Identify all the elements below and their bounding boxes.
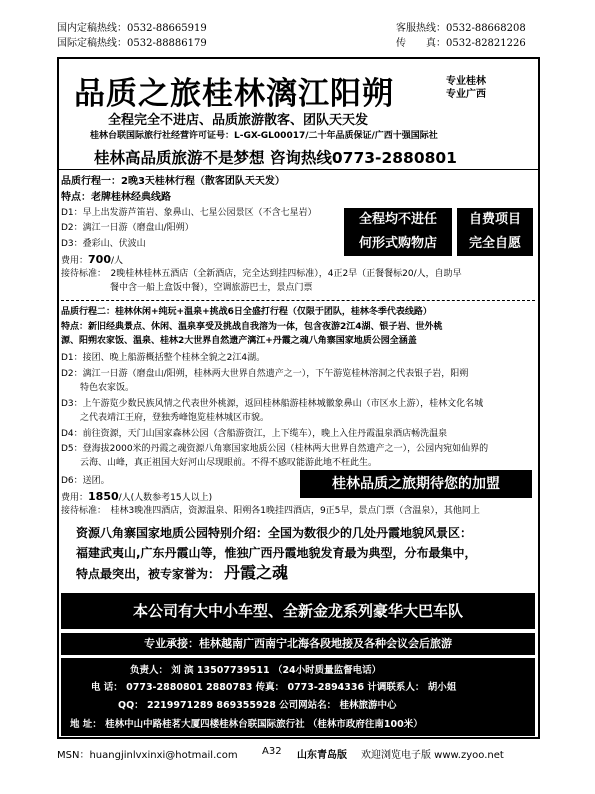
consult-hotline: 桂林高品质旅游不是梦想 咨询热线0773-2880801 [94, 149, 457, 167]
no-shopping-badge [344, 208, 452, 256]
contact-qq: QQ： 2219971289 869355928 公司网站名： 桂林旅游中心 [118, 700, 397, 711]
intro-line-2: 福建武夷山,广东丹霞山等，惟独广西丹霞地貌发育最为典型，分布最集中， [76, 546, 477, 560]
trip2-price-row [61, 490, 212, 505]
trip2-day3b: 之代表靖江王府，登独秀峰饱览桂林城区市貌。 [80, 413, 270, 423]
trip1-standard-1: 接待标准： 2晚桂林桂林五酒店（全新酒店，完全达到挂四标准），4正2早（正餐餐标20/人，自助早 [61, 269, 462, 279]
trip1-price-row [61, 253, 123, 268]
trip2-day1: D1：接团、晚上船游概括整个桂林全貌之2江4湖。 [61, 353, 266, 363]
intro-highlight: 丹霞之魂 [224, 563, 289, 582]
fleet-banner: 本公司有大中小车型、全新金龙系列豪华大巴车队 [61, 593, 535, 629]
footer-msn: MSN：huangjinlvxinxi@hotmail.com [57, 750, 238, 761]
title-side-2: 专业广西 [446, 89, 486, 100]
no-shopping-line2: 何形式购物店 [358, 236, 437, 251]
domestic-hotline: 国内定稿热线：0532-88665919 [57, 23, 207, 34]
footer-page-number: A32 [262, 746, 282, 757]
trip1-heading: 品质行程一：2晚3天桂林行程（散客团队天天发） [61, 176, 285, 187]
trip2-price-unit: /人(人数参考15人以上) [118, 493, 213, 503]
license-line: 桂林台联国际旅行社经营许可证号：L-GX-GL00017/二十年品质保证/广西十强国际社 [90, 131, 438, 141]
footer-welcome: 欢迎浏览电子版 www.zyoo.net [361, 750, 504, 761]
header-divider [57, 169, 540, 170]
trip2-day4: D4：前往资源，天门山国家森林公园（含船游资江，上下缆车），晚上入住丹霞温泉酒店畅洗温泉 [61, 429, 448, 439]
trip2-day6: D6：送团。 [61, 476, 110, 486]
trip1-price-label: 费用： [61, 256, 89, 266]
trip1-day2: D2：漓江一日游（磨盘山/阳朔） [61, 223, 194, 233]
trip2-feature-1: 特点：新旧经典景点、休闲、温泉享受及挑战自我溶为一体，包含夜游2江4湖、银子岩、世外桃 [61, 322, 443, 332]
intro-line-3 [76, 565, 288, 582]
contact-phone: 电 话： 0773-2880801 2880783 传真： 0773-2894336 计调联系人： 胡小姐 [91, 682, 457, 693]
promo-box: 桂林品质之旅期待您的加盟 [300, 470, 532, 498]
trip2-heading: 品质行程二：桂林休闲+纯玩+温泉+挑战6日全盛打行程（仅限于团队，桂林冬季代表线路） [61, 307, 432, 317]
optional-items-badge [457, 208, 533, 256]
title-side-1: 专业桂林 [446, 76, 486, 87]
trip1-feature: 特点：老牌桂林经典线路 [61, 192, 171, 203]
optional-items-line1: 自费项目 [468, 212, 521, 227]
international-hotline: 国际定稿热线：0532-88886179 [57, 38, 207, 49]
trip2-feature-2: 源、阳朔农家饭、温泉、桂林2大世界自然遗产漓江+丹霞之魂八角寨国家地质公园全涵盖 [61, 336, 417, 346]
no-shopping-line1: 全程均不进任 [358, 212, 437, 227]
intro-line-3-text: 特点最突出，被专家誉为： [76, 567, 221, 581]
footer-brand: 山东青岛版 [297, 750, 347, 761]
service-banner: 专业承接：桂林越南广西南宁北海各段地接及各种会议会后旅游 [61, 633, 535, 655]
optional-items-line2: 完全自愿 [468, 236, 521, 251]
contact-address: 地 址： 桂林中山中路桂茗大厦四楼桂林台联国际旅行社 （桂林市政府往南100米） [70, 719, 423, 730]
trip2-standard: 接待标准： 桂林3晚准四酒店，资源温泉、阳朔各1晚挂四酒店，9正5早，景点门票（含温泉），其他同上 [61, 506, 480, 516]
trip2-price: 1850 [88, 490, 119, 503]
trip2-price-label: 费用： [61, 493, 89, 503]
trip1-standard-2: 餐中含一船上盒饭中餐），空调旅游巴士，景点门票 [110, 283, 313, 293]
intro-line-1: 资源八角寨国家地质公园特别介绍：全国为数很少的几处丹霞地貌风景区： [76, 526, 473, 540]
trip2-day2a: D2：漓江一日游（磨盘山/阳朔，桂林两大世界自然遗产之一），下午游览桂林溶洞之代表银子岩，阳朔 [61, 369, 469, 379]
trip1-day3: D3：叠彩山、伏波山 [61, 239, 146, 249]
fax-number: 传 真：0532-82821226 [396, 38, 526, 49]
trip1-price: 700 [88, 253, 111, 266]
trip1-price-unit: /人 [110, 256, 124, 266]
trip2-day5b: 云海、山峰，真正祖国大好河山尽现眼前。不得不感叹能游此地不枉此生。 [80, 458, 378, 468]
trip-divider [61, 300, 535, 301]
slogan: 全程完全不进店、品质旅游散客、团队天天发 [108, 113, 369, 128]
service-hotline: 客服热线：0532-88668208 [396, 23, 526, 34]
ad-title: 品质之旅桂林漓江阳朔 [74, 76, 394, 112]
trip2-day3a: D3：上午游览少数民族风情之代表世外桃源，返回桂林船游桂林城徽象鼻山（市区水上游），桂林文化名城 [61, 399, 484, 409]
contact-manager: 负责人： 刘 滨 13507739511 （24小时质量监督电话） [130, 665, 382, 676]
trip2-day2b: 特色农家饭。 [80, 383, 135, 393]
trip2-day5a: D5：登海拔2000米的丹霞之魂资源八角寨国家地质公园（桂林两大世界自然遗产之一），公园内宛如仙界的 [61, 444, 489, 454]
trip1-day1: D1：早上出发游芦笛岩、象鼻山、七星公园景区（不含七星岩） [61, 208, 317, 218]
